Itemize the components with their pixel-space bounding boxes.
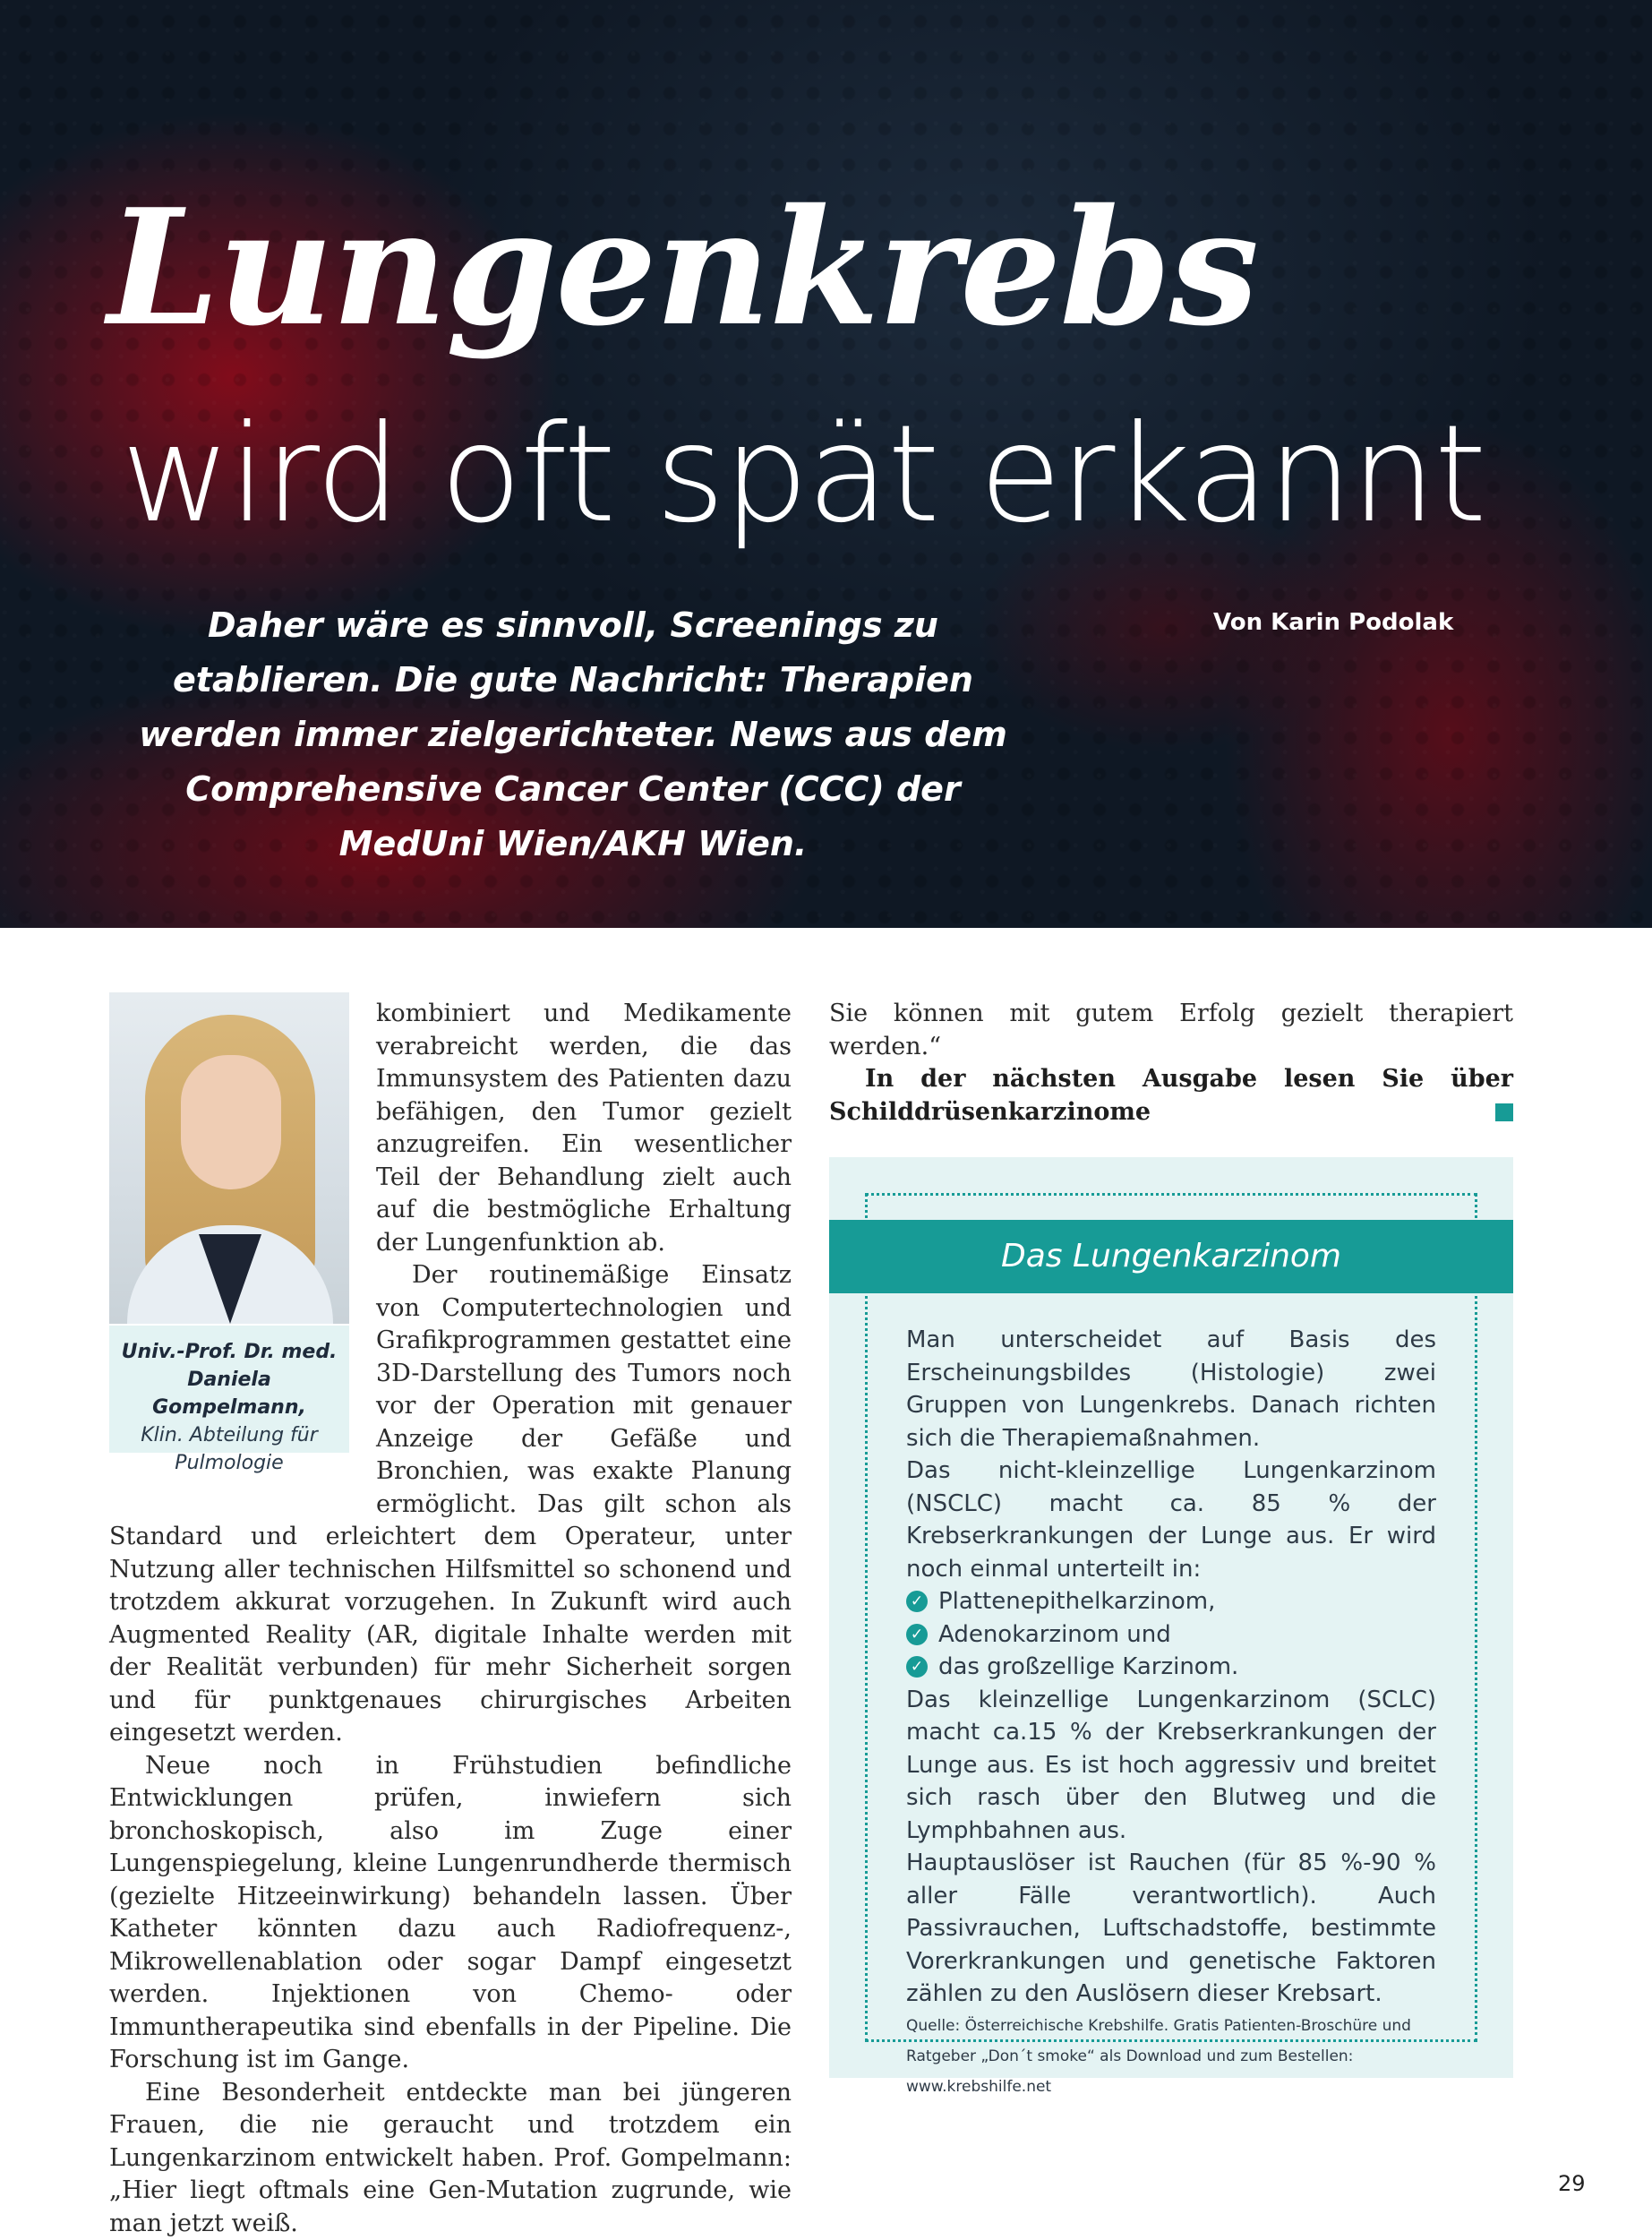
page-number: 29 <box>1558 2171 1586 2196</box>
info-paragraph-3: Das kleinzellige Lungenkarzinom (SCLC) macht ca.15 % der Krebserkrankungen der Lunge aus. Es ist hoch aggressiv und breitet sich rasch über den Blutweg und die Lymphbahnen aus. <box>906 1684 1436 1848</box>
info-paragraph-1: Man unterscheidet auf Basis des Erscheinungsbildes (Histologie) zwei Gruppen von Lungenkrebs. Danach richten sich die Therapiemaßnahmen. <box>906 1324 1436 1455</box>
article-paragraph-5: Sie können mit gutem Erfolg gezielt therapiert werden.“ <box>829 998 1513 1063</box>
next-issue-teaser <box>829 1063 1513 1129</box>
check-circle-icon: ✓ <box>906 1591 928 1612</box>
info-list <box>906 1585 1436 1684</box>
next-issue-text: In der nächsten Ausgabe lesen Sie über Schilddrüsenkarzinome <box>829 1065 1513 1126</box>
info-box-title: Das Lungenkarzinom <box>829 1220 1513 1293</box>
article-column-1 <box>109 998 792 2240</box>
headline-sub: wird oft spät erkannt <box>121 408 1485 542</box>
info-box <box>829 1157 1513 2078</box>
check-circle-icon: ✓ <box>906 1624 928 1645</box>
article-column-2 <box>829 998 1513 1129</box>
headline-script: Lungenkrebs <box>107 188 1257 348</box>
check-circle-icon: ✓ <box>906 1656 928 1678</box>
list-item-text: Plattenepithelkarzinom, <box>938 1585 1215 1618</box>
info-box-body <box>906 1324 1436 2102</box>
info-paragraph-4: Hauptauslöser ist Rauchen (für 85 %-90 % aller Fälle verantwortlich). Auch Passivrauchen, Luftschadstoffe, bestimmte Vorerkrankungen und genetische Faktoren zählen zu den Auslösern dieser Krebsart. <box>906 1847 1436 2011</box>
photo-float-spacer <box>109 998 376 1499</box>
caption-affiliation: Klin. Abteilung für Pulmologie <box>109 1421 349 1477</box>
byline: Von Karin Podolak <box>1213 609 1453 636</box>
list-item <box>906 1585 1436 1618</box>
hero-banner <box>0 0 1652 928</box>
article-paragraph-4: Eine Besonderheit entdeckte man bei jüngeren Frauen, die nie geraucht und trotzdem ein Lungenkarzinom entwickelt haben. Prof. Gompelmann: „Hier liegt oftmals eine Gen-Mutation zugrunde, wie man jetzt weiß. <box>109 2077 792 2240</box>
end-mark-square-icon <box>1495 1103 1513 1121</box>
list-item <box>906 1651 1436 1684</box>
list-item-text: Adenokarzinom und <box>938 1618 1171 1652</box>
list-item-text: das großzellige Karzinom. <box>938 1651 1238 1684</box>
lead-text: Daher wäre es sinnvoll, Screenings zu etablieren. Die gute Nachricht: Therapien werden immer zielgerichteter. News aus dem Comprehensive Cancer Center (CCC) der MedUni Wien/AKH Wien. <box>125 598 1021 871</box>
article-paragraph-3: Neue noch in Frühstudien befindliche Entwicklungen prüfen, inwiefern sich bronchoskopisch, also im Zuge einer Lungenspiegelung, kleine Lungenrundherde thermisch (gezielte Hitzeeinwirkung) behandeln lassen. Über Katheter könnten dazu auch Radiofrequenz-, Mikrowellenablation oder sogar Dampf eingesetzt werden. Injektionen von Chemo- oder Immuntherapeutika sind ebenfalls in der Pipeline. Die Forschung ist im Gange. <box>109 1750 792 2077</box>
article-paragraph-2: Der routinemäßige Einsatz von Computertechnologien und Grafikprogrammen gestattet eine 3D-Darstellung des Tumors noch vor der Operation mit genauer Anzeige der Gefäße und Bronchien, was exakte Planung ermöglicht. Das gilt schon als Standard und erleichtert dem Operateur, unter Nutzung aller technischen Hilfsmittel so schonend und trotzdem akkurat vorzugehen. In Zukunft wird auch Augmented Reality (AR, digitale Inhalte werden mit der Realität verbunden) für mehr Sicherheit sorgen und für punktgenaues chirurgisches Arbeiten eingesetzt werden. <box>109 1259 792 1750</box>
info-source: Quelle: Österreichische Krebshilfe. Gratis Patienten-Broschüre und Ratgeber „Don´t smoke“ als Download und zum Bestellen: www.krebshilfe.net <box>906 2011 1436 2102</box>
caption-name: Univ.-Prof. Dr. med. Daniela Gompelmann, <box>109 1338 349 1421</box>
info-paragraph-2: Das nicht-kleinzellige Lungenkarzinom (NSCLC) macht ca. 85 % der Krebserkrankungen der Lunge aus. Er wird noch einmal unterteilt in: <box>906 1455 1436 1585</box>
article-paragraph-1: kombiniert und Medikamente verabreicht werden, die das Immunsystem des Patienten dazu befähigen, den Tumor gezielt anzugreifen. Ein wesentlicher Teil der Behandlung zielt auch auf die bestmögliche Erhaltung der Lungenfunktion ab. <box>109 998 792 1259</box>
list-item <box>906 1618 1436 1652</box>
